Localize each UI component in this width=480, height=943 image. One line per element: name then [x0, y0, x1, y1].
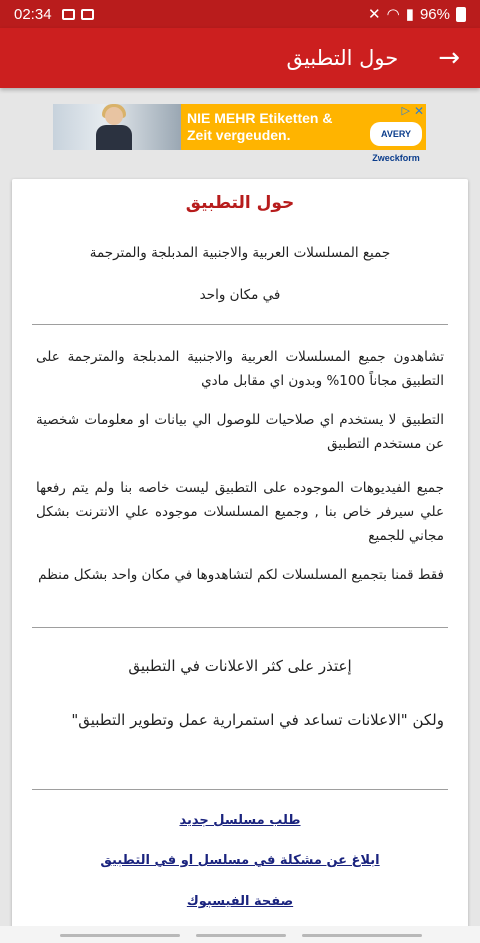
- divider: [32, 789, 448, 790]
- calendar-notification-icon: [81, 9, 94, 20]
- about-card: [12, 179, 468, 943]
- para-permissions: التطبيق لا يستخدم اي صلاحيات للوصول الي بيانات او معلومات شخصية عن مستخدم التطبيق: [36, 412, 444, 452]
- battery-percent: 96%: [419, 5, 450, 23]
- ad-person-head: [105, 107, 123, 125]
- app-bar: [0, 28, 480, 88]
- page-title: حول التطبيق: [286, 46, 399, 70]
- ad-brand-logo: AVERY Zweckform: [370, 122, 422, 146]
- battery-icon: [456, 7, 466, 22]
- intro-line2: في مكان واحد: [199, 287, 281, 303]
- ad-text-line2: Zeit vergeuden.: [187, 127, 291, 143]
- image-notification-icon: [62, 9, 75, 20]
- ad-person-body: [96, 125, 132, 150]
- status-time: 02:34: [14, 5, 52, 23]
- ad-text: [181, 110, 371, 144]
- system-icons: [368, 5, 466, 23]
- ad-close-icon[interactable]: ✕: [413, 104, 424, 118]
- divider: [32, 627, 448, 628]
- nav-home-handle[interactable]: [196, 934, 286, 937]
- ads-note: ولكن "الاعلانات تساعد في استمرارية عمل وتطوير التطبيق": [71, 711, 444, 729]
- apology-text: إعتذر على كثر الاعلانات في التطبيق: [128, 657, 352, 675]
- notification-icons: [62, 9, 94, 20]
- intro-line1: جميع المسلسلات العربية والاجنبية المدبلجة والمترجمة: [89, 245, 391, 261]
- nav-back-handle[interactable]: [302, 934, 422, 937]
- ad-banner[interactable]: [53, 104, 426, 163]
- system-nav-bar: [0, 926, 480, 943]
- signal-icon: ▮: [405, 6, 414, 23]
- wifi-icon: ◠: [386, 6, 400, 23]
- ad-info-icon[interactable]: ▷: [401, 104, 410, 117]
- ad-text-line1: NIE MEHR Etiketten &: [187, 110, 333, 126]
- para-collection: فقط قمنا بتجميع المسلسلات لكم لتشاهدوها في مكان واحد بشكل منظم: [38, 567, 444, 583]
- mute-icon: ✕: [368, 6, 381, 23]
- para-videos: جميع الفيديوهات الموجوده على التطبيق ليست خاصه بنا ولم يتم رفعها علي سيرفر خاص بنا , وجميع المسلسلات موجوده علي الانترنت بشكل مجاني للجميع: [36, 480, 444, 544]
- divider: [32, 324, 448, 325]
- nav-recent-handle[interactable]: [60, 934, 180, 937]
- ad-photo: [53, 104, 181, 150]
- report-problem-link[interactable]: ابلاغ عن مشكلة في مسلسل او في التطبيق: [100, 853, 380, 868]
- request-series-link[interactable]: طلب مسلسل جديد: [179, 813, 301, 828]
- para-free: تشاهدون جميع المسلسلات العربية والاجنبية المدبلجة والمترجمة على التطبيق مجاناً 100% وبدون اي مقابل مادي: [36, 349, 444, 389]
- status-bar: [0, 0, 480, 28]
- back-arrow-icon[interactable]: →: [438, 43, 460, 73]
- facebook-page-link[interactable]: صفحة الفيسبوك: [186, 894, 294, 909]
- about-heading: حول التطبيق: [185, 193, 295, 213]
